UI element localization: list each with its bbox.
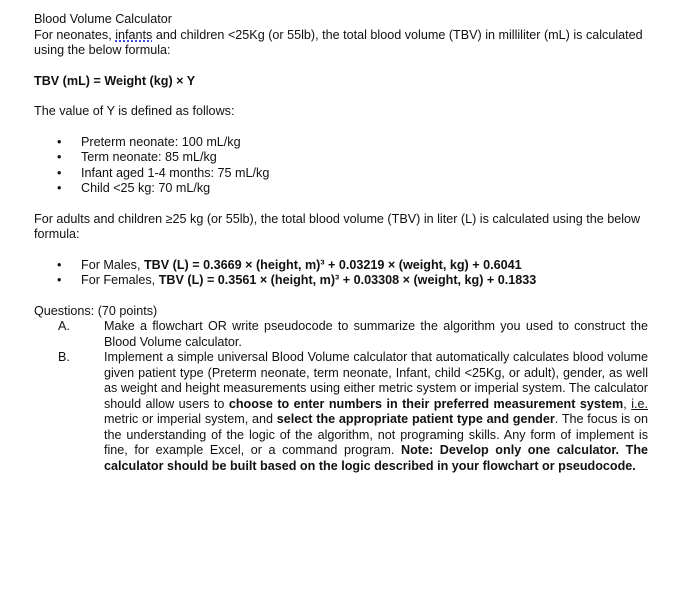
spacer [34,197,648,212]
formula-child-text: TBV (mL) = Weight (kg) × Y [34,73,196,88]
formula-prefix: For Females, [81,273,159,287]
bullet-icon: • [57,150,62,164]
adult-formula-list [34,258,648,289]
question-b-part: , [623,396,632,411]
spacer [34,59,648,74]
formula-prefix: For Males, [81,257,144,272]
list-item [57,258,648,274]
list-item [57,273,648,289]
list-item [57,166,648,182]
bullet-icon: • [57,273,62,287]
question-b-text [104,350,648,474]
intro-paragraph [34,28,648,59]
spellcheck-word-ie[interactable]: i.e. [631,396,649,411]
question-b [34,350,648,474]
list-item [57,150,648,166]
intro-text-2: and children <25Kg (or 55lb), the total blood volume (TBV) in milliliter (mL) is calculated using the below formula: [34,27,643,57]
list-item-text: Child <25 kg: 70 mL/kg [81,181,211,195]
question-b-part: metric or imperial system, and [104,412,277,426]
list-item-text: Preterm neonate: 100 mL/kg [81,134,241,149]
bullet-icon: • [57,165,62,180]
question-b-emphasis: select the appropriate patient type and gender [276,412,555,426]
questions-header: Questions: (70 points) [34,303,158,318]
spacer [34,289,648,304]
question-b-note: Note: Develop only one calculator. The calculator should be built based on the logic described in your flowchart or pseudocode. [104,443,649,473]
document-title: Blood Volume Calculator [34,12,172,26]
formula-child [34,74,648,90]
spellcheck-word-infants[interactable]: infants [115,27,153,42]
spacer [34,89,648,104]
question-letter: B. [58,350,70,364]
adult-intro-paragraph: For adults and children ≥25 kg (or 55lb), the total blood volume (TBV) in liter (L) is calculated using the below formula: [34,211,641,241]
y-values-list [34,135,648,197]
list-item [57,181,648,197]
question-b-emphasis: choose to enter numbers in their preferred measurement system [228,396,624,411]
question-b-part: Implement a simple universal Blood Volume calculator that automatically calculates blood volume given patient type (Preterm neonate, term neonate, Infant, child <25Kg, or adult), gender, as well as weight and height measurements using either metric system or imperial system. The calculator should allow users to [104,350,648,411]
bullet-icon: • [57,134,62,149]
y-definition-intro: The value of Y is defined as follows: [34,104,235,118]
formula-male: TBV (L) = 0.3669 × (height, m)³ + 0.03219 × (weight, kg) + 0.6041 [143,257,522,272]
question-b-part: . The focus is on the understanding of the logic of the algorithm, not programing skills. Any form of implement is fine, for example Excel, or a command program. [104,412,648,457]
bullet-icon: • [57,257,62,272]
list-item [57,135,648,151]
list-item-text: Term neonate: 85 mL/kg [81,150,217,164]
question-a [34,319,648,350]
document-body [34,12,648,474]
list-item-text: Infant aged 1-4 months: 75 mL/kg [81,165,270,180]
spacer [34,243,648,258]
formula-female: TBV (L) = 0.3561 × (height, m)³ + 0.03308 × (weight, kg) + 0.1833 [158,273,537,287]
question-letter: A. [58,319,70,333]
bullet-icon: • [57,181,62,195]
question-a-text: Make a flowchart OR write pseudocode to summarize the algorithm you used to construct the Blood Volume calculator. [104,319,648,349]
intro-text-1: For neonates, [34,27,116,42]
spacer [34,120,648,135]
